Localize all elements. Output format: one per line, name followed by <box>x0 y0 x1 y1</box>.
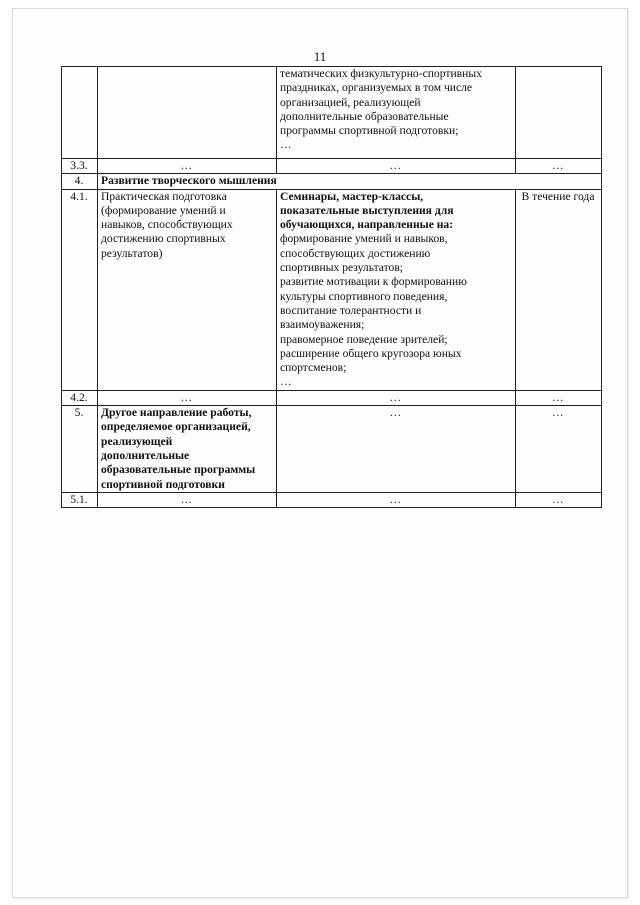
name-line: определяемое организацией, <box>101 420 251 434</box>
event-name-cell: … <box>98 492 277 507</box>
content-line: воспитание толерантности и <box>280 303 422 317</box>
table-row <box>62 159 602 174</box>
event-name-cell <box>98 67 277 159</box>
content-line: программы спортивной подготовки; <box>280 124 459 138</box>
content-heading-line: обучающихся, направленные на: <box>280 218 454 232</box>
deadline-cell: … <box>516 406 602 493</box>
content-line: праздниках, организуемых в том числе <box>280 81 473 95</box>
event-name-cell <box>98 189 277 390</box>
table-row <box>62 390 602 405</box>
content-ellipsis: … <box>280 375 293 389</box>
name-line: спортивной подготовки <box>101 477 225 491</box>
row-number-cell: 3.3. <box>62 159 98 174</box>
page-number: 11 <box>313 49 327 64</box>
name-line: Другое направление работы, <box>101 406 252 420</box>
event-content-cell: … <box>277 492 516 507</box>
content-heading-line: Семинары, мастер-классы, <box>280 189 424 203</box>
section-heading-row <box>62 174 602 189</box>
row-number-cell <box>62 67 98 159</box>
content-line: спортсменов; <box>280 361 347 375</box>
table-row <box>62 189 602 390</box>
table-row <box>62 492 602 507</box>
name-line: навыков, способствующих <box>101 218 233 232</box>
document-page <box>12 8 628 898</box>
row-number-cell: 5. <box>62 406 98 493</box>
name-line: результатов) <box>101 246 163 260</box>
content-line: культуры спортивного поведения, <box>280 289 448 303</box>
event-content-cell: … <box>277 390 516 405</box>
content-line: расширение общего кругозора юных <box>280 346 462 360</box>
content-line: дополнительные образовательные <box>280 109 449 123</box>
event-name-cell: … <box>98 159 277 174</box>
row-number-cell: 5.1. <box>62 492 98 507</box>
deadline-cell: … <box>516 159 602 174</box>
deadline-cell <box>516 67 602 159</box>
content-heading-line: показательные выступления для <box>280 203 454 217</box>
events-table <box>61 66 602 508</box>
event-content-cell: … <box>277 406 516 493</box>
deadline-cell: … <box>516 492 602 507</box>
name-line: Практическая подготовка <box>101 189 227 203</box>
content-line: развитие мотивации к формированию <box>280 275 467 289</box>
name-line: реализующей <box>101 434 173 448</box>
deadline-cell: В течение года <box>516 189 602 390</box>
content-line: правомерное поведение зрителей; <box>280 332 448 346</box>
event-content-cell <box>277 67 516 159</box>
content-ellipsis: … <box>280 138 293 152</box>
row-number-cell: 4.2. <box>62 390 98 405</box>
table-row <box>62 67 602 159</box>
content-line: организацией, реализующей <box>280 95 421 109</box>
content-line: тематических физкультурно-спортивных <box>280 67 482 80</box>
event-content-cell: … <box>277 159 516 174</box>
row-number-cell: 4. <box>62 174 98 189</box>
name-line: (формирование умений и <box>101 203 226 217</box>
content-line: спортивных результатов; <box>280 261 404 275</box>
event-name-cell <box>98 406 277 493</box>
name-line: достижению спортивных <box>101 232 226 246</box>
event-content-cell <box>277 189 516 390</box>
name-line: дополнительные <box>101 448 190 462</box>
content-line: взаимоуважения; <box>280 318 365 332</box>
row-number-cell: 4.1. <box>62 189 98 390</box>
event-name-cell: … <box>98 390 277 405</box>
content-line: формирование умений и навыков, <box>280 232 448 246</box>
deadline-cell: … <box>516 390 602 405</box>
name-line: образовательные программы <box>101 463 256 477</box>
table-row <box>62 406 602 493</box>
section-title: Развитие творческого мышления <box>98 174 602 189</box>
content-line: способствующих достижению <box>280 246 431 260</box>
